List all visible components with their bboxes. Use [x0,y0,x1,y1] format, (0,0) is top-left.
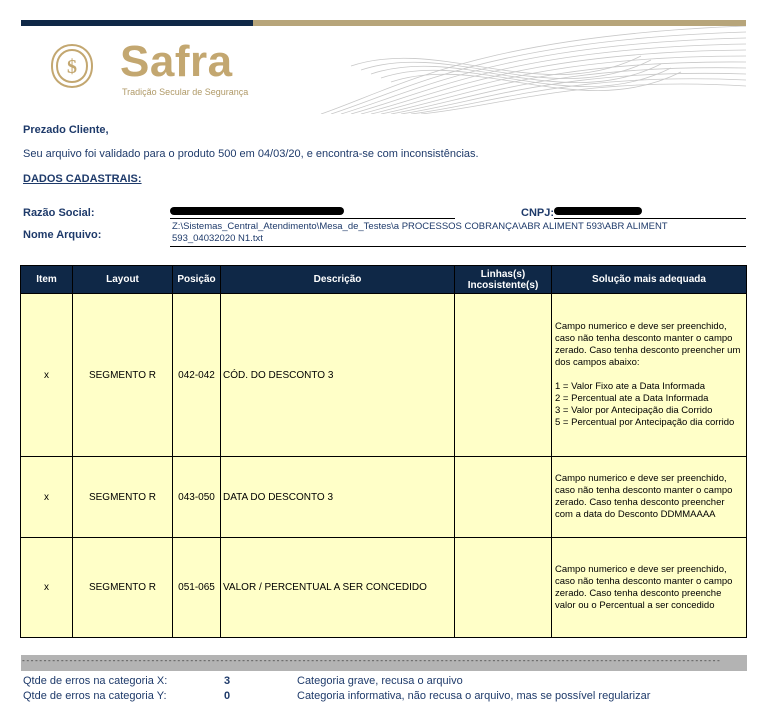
cell-linhas [455,294,552,457]
summary-y-value: 0 [224,690,231,702]
razao-social-redacted [170,207,344,215]
cnpj-redacted [554,207,642,215]
header-descricao: Descrição [221,266,455,294]
cell-item: x [21,457,73,538]
table-row [21,294,747,457]
cnpj-label: CNPJ: [521,207,555,219]
header-item: Item [21,266,73,294]
cell-solucao: Campo numerico e deve ser preenchido, caso não tenha desconto manter o campo zerado. Caso tenha desconto preenche valor ou o Percentual a ser concedido [552,538,747,638]
cell-posicao: 042-042 [173,294,221,457]
cell-posicao: 043-050 [173,457,221,538]
cell-descricao: DATA DO DESCONTO 3 [221,457,455,538]
cell-layout: SEGMENTO R [73,457,173,538]
svg-text:$: $ [67,56,77,78]
brand-tagline: Tradição Secular de Segurança [122,87,249,97]
cell-descricao: VALOR / PERCENTUAL A SER CONCEDIDO [221,538,455,638]
table-header-row [21,266,747,294]
summary-y-label: Qtde de erros na categoria Y: [23,690,167,702]
footer-divider-bar [21,655,747,671]
summary-x-label: Qtde de erros na categoria X: [23,675,168,687]
safra-emblem-icon [48,42,96,90]
nome-arquivo-label: Nome Arquivo: [23,229,102,241]
nome-arquivo-value: Z:\Sistemas_Central_Atendimento\Mesa_de_Testes\a PROCESSOS COBRANÇA\ABR ALIMENT 593\ABR ALIMENT 593_04032020 N1.txt [172,221,668,244]
summary-x-description: Categoria grave, recusa o arquivo [297,675,463,687]
cell-solucao: Campo numerico e deve ser preenchido, caso não tenha desconto manter o campo zerado. Caso tenha desconto preencher com a data do Desconto DDMMAAAA [552,457,747,538]
razao-social-underline [170,218,455,219]
footer-dashes: ------------------------------------------------------------------------------------------------------------------------------------------------------------------ [21,656,721,665]
header-layout: Layout [73,266,173,294]
cell-item: x [21,294,73,457]
section-title: DADOS CADASTRAIS: [23,173,142,185]
header-posicao: Posição [173,266,221,294]
cell-layout: SEGMENTO R [73,538,173,638]
cell-solucao: Campo numerico e deve ser preenchido, caso não tenha desconto manter o campo zerado. Caso tenha desconto preencher um dos campos abaixo: 1 = Valor Fixo ate a Data Informada 2 = Percentual ate a Data Informada 3 = Valor por Antecipação dia Corrido 5 = Percentual por Antecipação dia corrido [552,294,747,457]
summary-y-description: Categoria informativa, não recusa o arquivo, mas se possível regularizar [297,690,651,702]
table-row [21,538,747,638]
greeting: Prezado Cliente, [23,124,109,136]
summary-x-value: 3 [224,675,231,687]
cnpj-underline [554,218,746,219]
validation-message: Seu arquivo foi validado para o produto 500 em 04/03/20, e encontra-se com inconsistências. [23,148,479,160]
cell-layout: SEGMENTO R [73,294,173,457]
cell-linhas [455,457,552,538]
brand-name: Safra [120,37,233,86]
inconsistency-table [20,265,747,638]
cell-linhas [455,538,552,638]
cell-descricao: CÓD. DO DESCONTO 3 [221,294,455,457]
header-solucao: Solução mais adequada [552,266,747,294]
nome-arquivo-underline [170,246,746,247]
razao-social-label: Razão Social: [23,207,95,219]
cell-item: x [21,538,73,638]
table-row [21,457,747,538]
cell-posicao: 051-065 [173,538,221,638]
header-linhas: Linhas(s) Incosistente(s) [455,266,552,294]
